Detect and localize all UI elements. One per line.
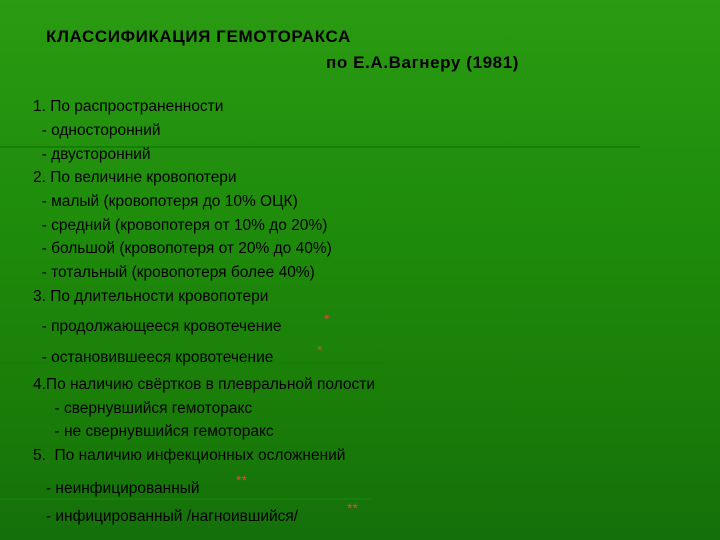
list-item: - остановившееся кровотечение <box>33 349 274 366</box>
list-item: - двусторонний <box>33 146 151 163</box>
footnote-mark: ** <box>347 500 358 516</box>
slide-title: КЛАССИФИКАЦИЯ ГЕМОТОРАКСА <box>46 27 351 46</box>
list-item: - не свернувшийся гемоторакс <box>33 423 274 440</box>
slide-subtitle: по Е.А.Вагнеру (1981) <box>326 53 520 72</box>
list-item: - средний (кровопотеря от 10% до 20%) <box>33 217 328 234</box>
list-item: 4.По наличию свёртков в плевральной полости <box>33 376 375 393</box>
list-item: - большой (кровопотеря от 20% до 40%) <box>33 240 332 257</box>
list-item: 2. По величине кровопотери <box>33 169 237 186</box>
list-item: - тотальный (кровопотеря более 40%) <box>33 264 315 281</box>
list-item: - свернувшийся гемоторакс <box>33 400 253 417</box>
list-item: - малый (кровопотеря до 10% ОЦК) <box>33 193 298 210</box>
footnote-mark: ** <box>236 472 247 488</box>
list-item: 1. По распространенности <box>33 98 224 115</box>
list-item: 5. По наличию инфекционных осложнений <box>33 447 346 464</box>
list-item: - продолжающееся кровотечение <box>33 318 282 335</box>
list-item: - односторонний <box>33 122 161 139</box>
decor-line <box>0 498 372 500</box>
footnote-mark: * <box>324 311 330 327</box>
list-item: 3. По длительности кровопотери <box>33 288 269 305</box>
list-item: - инфицированный /нагноившийся/ <box>33 508 299 525</box>
footnote-mark: * <box>317 342 323 358</box>
list-item: - неинфицированный <box>33 480 200 497</box>
